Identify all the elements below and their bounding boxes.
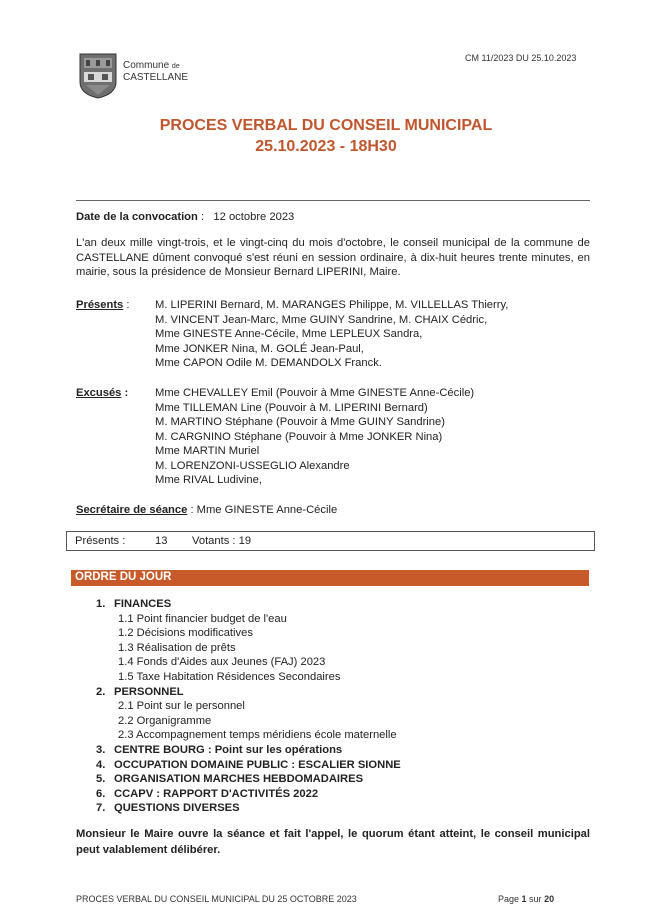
page-number <box>498 894 554 904</box>
presents-heading <box>76 298 129 313</box>
agenda-subitem: 2.2 Organigramme <box>118 714 212 727</box>
castellane-coat-of-arms-logo <box>78 52 118 100</box>
excuses-line: Mme RIVAL Ludivine, <box>155 474 262 486</box>
attendance-count-box <box>66 531 595 551</box>
agenda-item-number: 2. <box>96 685 106 698</box>
agenda-item-label: PERSONNEL <box>114 685 184 698</box>
excuses-line: Mme TILLEMAN Line (Pouvoir à M. LIPERINI Bernard) <box>155 401 428 414</box>
votants-count: Votants : 19 <box>192 535 252 547</box>
commune-name: CASTELLANE <box>123 72 189 83</box>
document-reference: CM 11/2023 DU 25.10.2023 <box>465 53 577 63</box>
presents-line: Mme CAPON Odile M. DEMANDOLX Franck. <box>155 357 382 369</box>
excuses-line: M. MARTINO Stéphane (Pouvoir à Mme GUINY Sandrine) <box>155 416 445 428</box>
agenda-subitem: 1.1 Point financier budget de l'eau <box>118 612 287 625</box>
agenda-item <box>96 787 401 802</box>
agenda-item-label: OCCUPATION DOMAINE PUBLIC : ESCALIER SIONNE <box>114 758 401 771</box>
agenda-subitem: 2.3 Accompagnement temps méridiens école maternelle <box>118 729 397 742</box>
agenda-item-label: CENTRE BOURG : Point sur les opérations <box>114 743 343 756</box>
presents-line: Mme JONKER Nina, M. GOLÉ Jean-Paul, <box>155 342 364 355</box>
agenda-item-number: 1. <box>96 598 106 610</box>
agenda-subitem: 1.4 Fonds d'Aides aux Jeunes (FAJ) 2023 <box>118 656 326 669</box>
intro-paragraph: L'an deux mille vingt-trois, et le vingt-cinq du mois d'octobre, le conseil municipal de la commune de CASTELLANE dûment convoqué s'est réuni en session ordinaire, à dix-huit heures trente minutes, en mairie, sous la présidence de Monsieur Bernard LIPERINI, Maire. <box>76 237 590 278</box>
agenda-item-number: 6. <box>96 787 106 800</box>
agenda-item <box>96 772 401 787</box>
commune-name-block <box>123 60 188 83</box>
secretaire-label: Secrétaire de séance <box>76 504 188 516</box>
excuses-heading <box>76 386 128 401</box>
excuses-line: Mme MARTIN Muriel <box>155 445 260 457</box>
page-subtitle-date: 25.10.2023 - 18H30 <box>255 138 397 155</box>
agenda-item-label: CCAPV : RAPPORT D'ACTIVITÉS 2022 <box>114 787 319 800</box>
agenda-item-number: 3. <box>96 743 106 756</box>
presents-line: M. VINCENT Jean-Marc, Mme GUINY Sandrine, M. CHAIX Cédric, <box>155 313 488 326</box>
convocation-date-line <box>76 210 294 225</box>
agenda-item <box>96 801 401 816</box>
excuses-label: Excusés <box>76 387 122 399</box>
presents-list <box>155 298 508 371</box>
agenda-item-number: 5. <box>96 773 106 786</box>
footer-document-title: PROCES VERBAL DU CONSEIL MUNICIPAL DU 25 OCTOBRE 2023 <box>76 894 357 904</box>
agenda-subitem: 1.2 Décisions modificatives <box>118 627 253 640</box>
page-word: Page <box>498 894 522 904</box>
excuses-line: M. LORENZONI-USSEGLIO Alexandre <box>155 459 350 472</box>
presents-separator: : <box>123 299 130 311</box>
agenda-subitem: 1.5 Taxe Habitation Résidences Secondaires <box>118 670 341 683</box>
page-current: 1 <box>521 894 527 904</box>
divider <box>76 200 590 201</box>
agenda-subitem: 1.3 Réalisation de prêts <box>118 641 236 654</box>
agenda-item-number: 7. <box>96 802 106 815</box>
agenda-item-label: FINANCES <box>114 598 172 610</box>
excuses-list <box>155 386 474 488</box>
convocation-date: 12 octobre 2023 <box>213 211 295 223</box>
page-title: PROCES VERBAL DU CONSEIL MUNICIPAL <box>159 117 493 134</box>
closing-statement: Monsieur le Maire ouvre la séance et fait l'appel, le quorum étant atteint, le conseil municipal peut valablement délibérer. <box>76 828 590 856</box>
presents-label: Présents <box>76 299 124 311</box>
page-total: 20 <box>544 894 555 904</box>
convocation-separator: : <box>197 211 205 223</box>
secretaire-line <box>76 503 337 518</box>
agenda-item-label: QUESTIONS DIVERSES <box>114 802 240 815</box>
agenda-item <box>96 597 401 612</box>
page-separator: sur <box>526 894 545 904</box>
presents-count-value: 13 <box>155 535 168 547</box>
ordre-du-jour-header <box>71 570 589 586</box>
agenda-item <box>96 685 401 700</box>
commune-de: de <box>171 63 180 70</box>
commune-label: Commune <box>123 60 170 71</box>
ordre-du-jour-title: ORDRE DU JOUR <box>75 571 172 583</box>
excuses-line: Mme CHEVALLEY Emil (Pouvoir à Mme GINESTE Anne-Cécile) <box>155 387 475 399</box>
presents-count-label: Présents : <box>75 535 126 547</box>
presents-line: Mme GINESTE Anne-Cécile, Mme LEPLEUX Sandra, <box>155 328 423 340</box>
excuses-line: M. CARGNINO Stéphane (Pouvoir à Mme JONKER Nina) <box>155 430 443 443</box>
agenda-item <box>96 743 401 758</box>
convocation-label: Date de la convocation <box>76 211 198 223</box>
presents-line: M. LIPERINI Bernard, M. MARANGES Philippe, M. VILLELLAS Thierry, <box>155 299 509 311</box>
agenda-item-label: ORGANISATION MARCHES HEBDOMADAIRES <box>114 773 364 786</box>
agenda-item <box>96 758 401 773</box>
agenda-list <box>96 597 401 816</box>
excuses-separator: : <box>121 387 129 399</box>
agenda-item-number: 4. <box>96 758 106 771</box>
secretaire-value: : Mme GINESTE Anne-Cécile <box>187 504 338 516</box>
agenda-subitem: 2.1 Point sur le personnel <box>118 700 245 713</box>
